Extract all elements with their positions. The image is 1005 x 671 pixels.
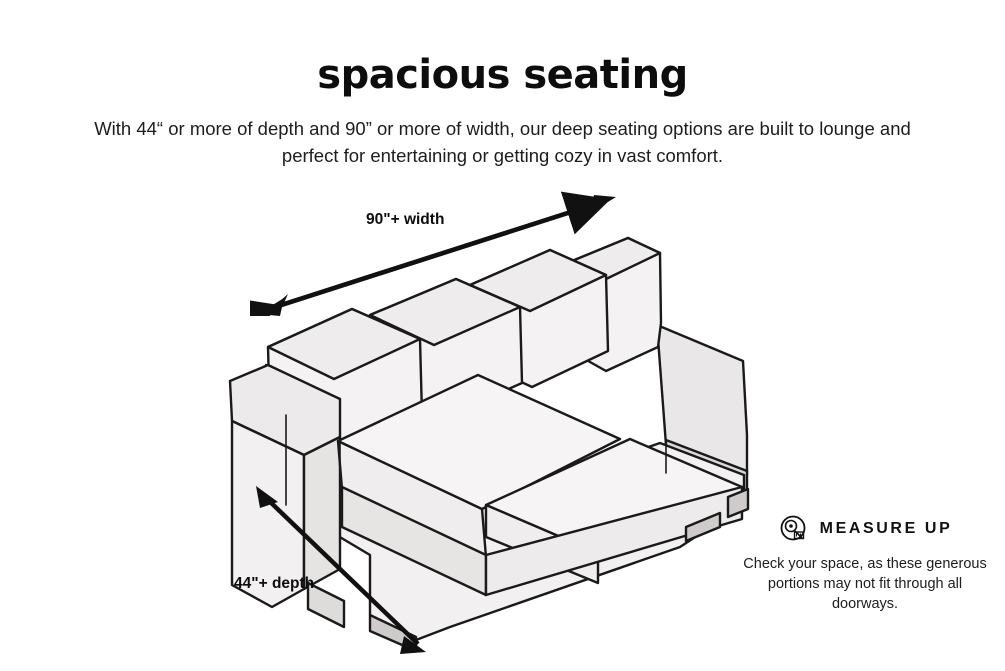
measure-up-body: Check your space, as these generous portions may not fit through all doorways. (743, 556, 987, 612)
page-subcopy: With 44“ or more of depth and 90” or more of width, our deep seating options are built to lounge and perfect for entertaining or getting cozy in vast comfort. (94, 118, 911, 166)
measure-up-title: MEASURE UP (819, 520, 953, 537)
tape-measure-icon (778, 514, 808, 544)
depth-label: 44"+ depth (234, 575, 315, 592)
width-label: 90"+ width (366, 211, 445, 228)
width-dimension-arrow (250, 186, 630, 316)
page-title: spacious seating (317, 52, 688, 98)
measure-up-header (740, 512, 990, 546)
depth-dimension-arrow (248, 480, 438, 660)
measure-up-block (740, 512, 990, 614)
